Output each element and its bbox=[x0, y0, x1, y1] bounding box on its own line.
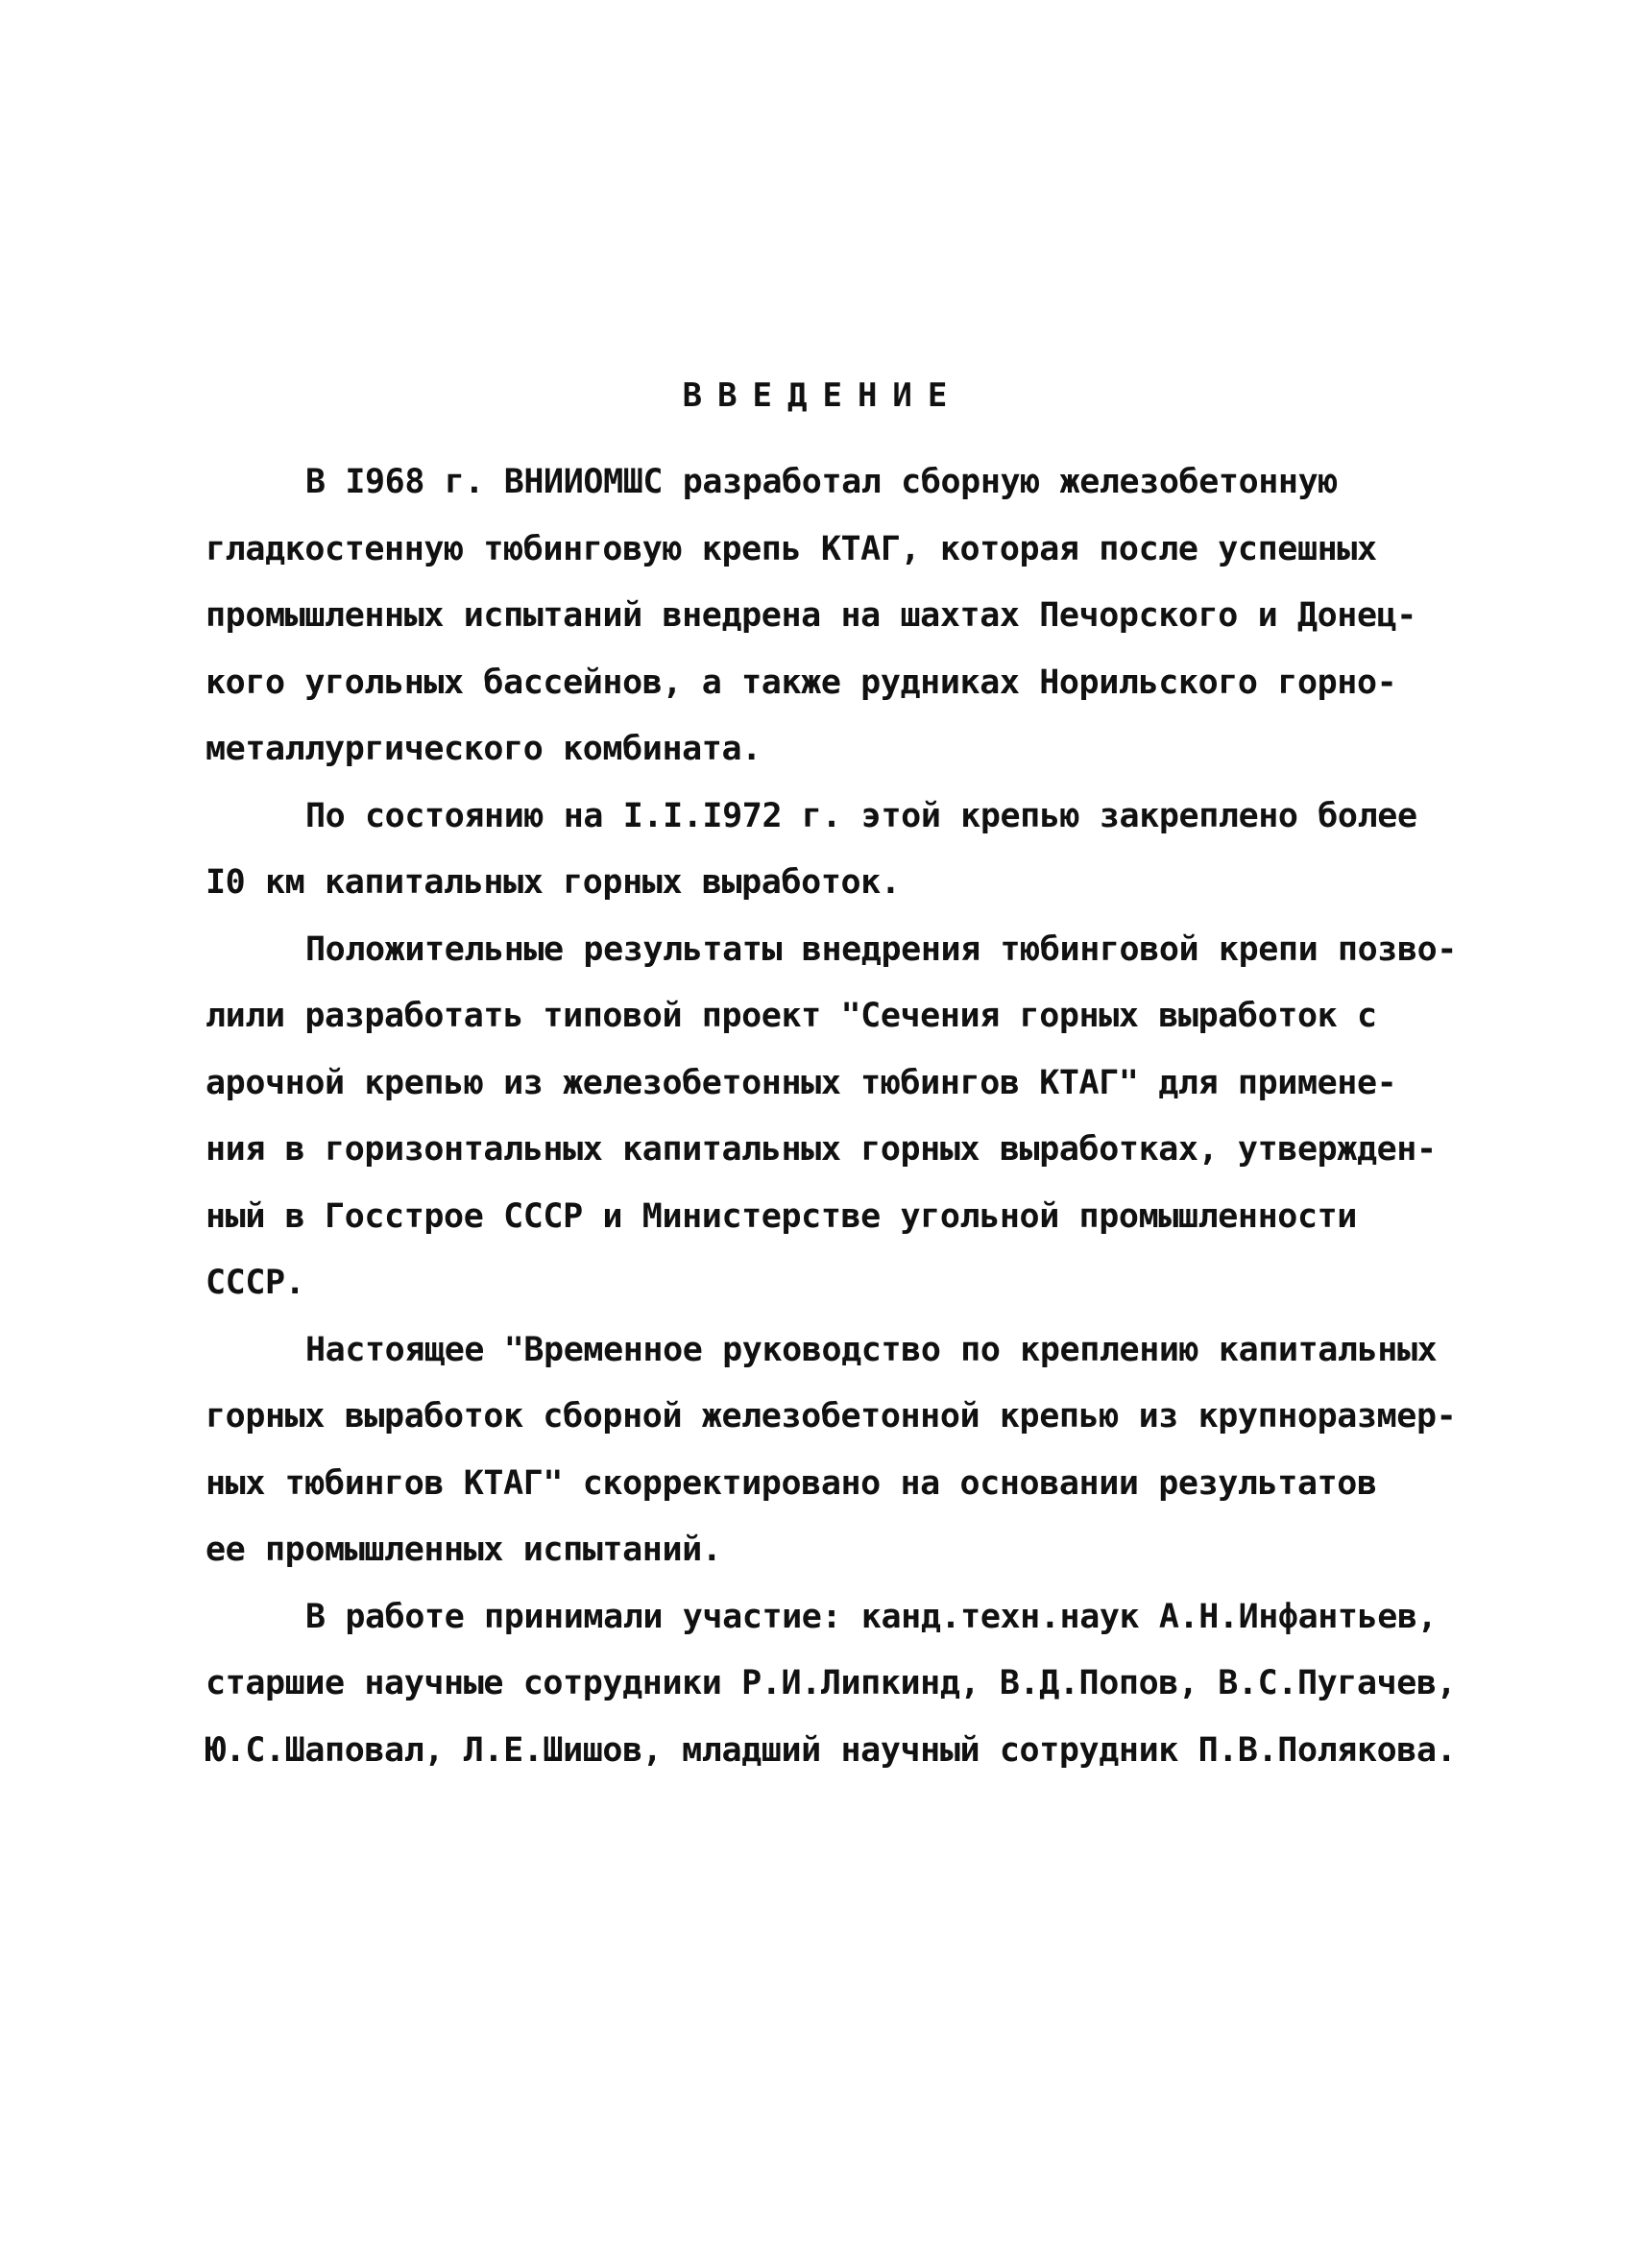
section-heading: ВВЕДЕНИЕ bbox=[682, 376, 963, 415]
text-line: Ю.С.Шаповал, Л.Е.Шишов, младший научный сотрудник П.В.Полякова. bbox=[206, 1730, 1457, 1770]
text-line: ный в Госстрое СССР и Министерстве угольной промышленности bbox=[206, 1196, 1357, 1236]
text-line: ных тюбингов КТАГ" скорректировано на основании результатов bbox=[206, 1463, 1377, 1503]
text-line: гладкостенную тюбинговую крепь КТАГ, которая после успешных bbox=[206, 529, 1377, 568]
text-line: В I968 г. ВНИИОМШС разработал сборную железобетонную bbox=[305, 463, 1338, 501]
introduction-body bbox=[206, 449, 1492, 1784]
text-line: ее промышленных испытаний. bbox=[206, 1531, 722, 1569]
text-line: старшие научные сотрудники Р.И.Липкинд, В.Д.Попов, В.С.Пугачев, bbox=[206, 1664, 1457, 1702]
text-line: промышленных испытаний внедрена на шахтах Печорского и Донец- bbox=[206, 596, 1416, 635]
text-line: Положительные результаты внедрения тюбинговой крепи позво- bbox=[305, 929, 1457, 969]
text-line: горных выработок сборной железобетонной крепью из крупноразмер- bbox=[206, 1397, 1457, 1436]
text-line: металлургического комбината. bbox=[206, 730, 762, 768]
text-line: I0 км капитальных горных выработок. bbox=[206, 863, 901, 902]
text-line: лили разработать типовой проект "Сечения горных выработок с bbox=[206, 997, 1377, 1035]
text-line: Настоящее "Временное руководство по креплению капитальных bbox=[305, 1330, 1438, 1369]
text-line: ния в горизонтальных капитальных горных выработках, утвержден- bbox=[206, 1130, 1437, 1169]
text-line: По состоянию на I.I.I972 г. этой крепью закреплено более bbox=[305, 796, 1417, 835]
text-line: арочной крепью из железобетонных тюбингов КТАГ" для примене- bbox=[206, 1063, 1397, 1102]
text-line: кого угольных бассейнов, а также рудниках Норильского горно- bbox=[206, 663, 1397, 702]
text-line: В работе принимали участие: канд.техн.наук А.Н.Инфантьев, bbox=[305, 1597, 1438, 1636]
text-line: СССР. bbox=[206, 1264, 305, 1302]
